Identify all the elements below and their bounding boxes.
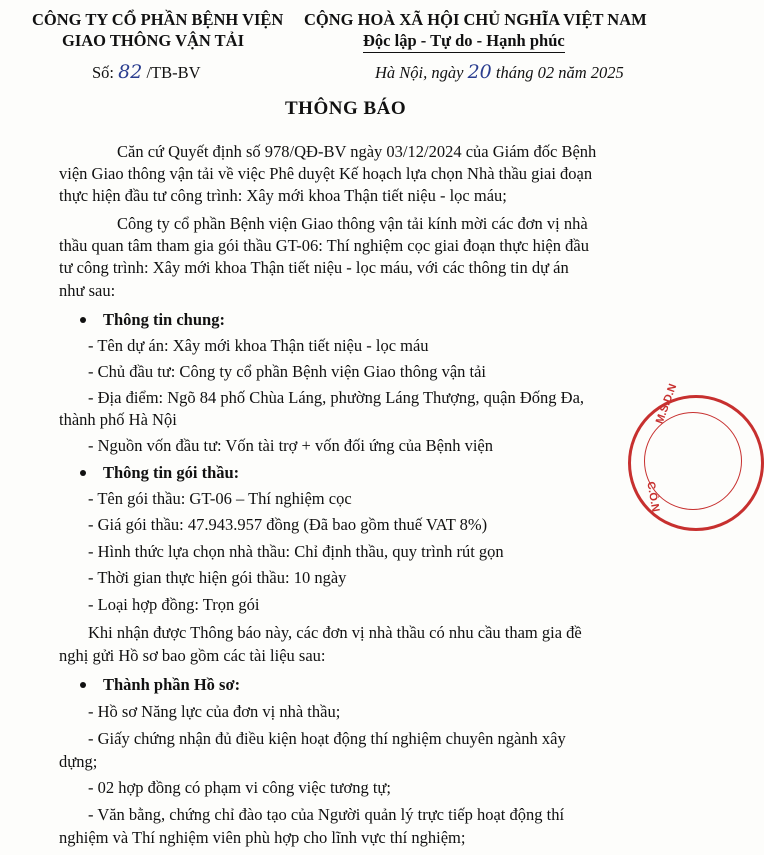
package-item-selection: - Hình thức lựa chọn nhà thầu: Chỉ định thầu, quy trình rút gọn: [88, 542, 504, 561]
dossier-item-contracts: - 02 hợp đồng có phạm vi công việc tương tự;: [88, 778, 391, 797]
general-info-heading: Thông tin chung:: [103, 310, 225, 329]
general-item-location-cont: thành phố Hà Nội: [59, 410, 177, 429]
document-date-prefix: Hà Nội, ngày: [375, 63, 464, 82]
company-name-line1: CÔNG TY CỔ PHẦN BỆNH VIỆN: [32, 10, 284, 29]
package-info-heading: Thông tin gói thầu:: [103, 463, 240, 482]
general-item-project-name: - Tên dự án: Xây mới khoa Thận tiết niệu - lọc máu: [88, 336, 429, 355]
package-item-name: - Tên gói thầu: GT-06 – Thí nghiệm cọc: [88, 489, 352, 508]
national-motto: Độc lập - Tự do - Hạnh phúc: [363, 30, 565, 53]
document-date-day-handwritten: 20: [467, 61, 492, 83]
document-number-prefix: Số:: [92, 63, 115, 82]
general-item-investor: - Chủ đầu tư: Công ty cổ phần Bệnh viện Giao thông vận tải: [88, 362, 487, 381]
para1-line1: Căn cứ Quyết định số 978/QĐ-BV ngày 03/12/2024 của Giám đốc Bệnh: [117, 142, 597, 161]
document-number-suffix: /TB-BV: [146, 63, 201, 82]
dossier-heading: Thành phần Hồ sơ:: [103, 675, 241, 694]
dossier-item-certificate: - Giấy chứng nhận đủ điều kiện hoạt động thí nghiệm chuyên ngành xây: [88, 729, 566, 748]
document-date: [375, 62, 624, 83]
package-item-duration: - Thời gian thực hiện gói thầu: 10 ngày: [88, 568, 347, 587]
para3-line1: Khi nhận được Thông báo này, các đơn vị nhà thầu có nhu cầu tham gia đề: [88, 623, 582, 642]
para2-line4: như sau:: [59, 281, 116, 300]
package-item-contract-type: - Loại hợp đồng: Trọn gói: [88, 595, 260, 614]
dossier-item-qualifications-cont: nghiệm và Thí nghiệm viên phù hợp cho lĩnh vực thí nghiệm;: [59, 828, 466, 847]
company-seal-side-text: C.Ô.N: [644, 480, 662, 513]
para2-line2: thầu quan tâm tham gia gói thầu GT-06: Thí nghiệm cọc giai đoạn thực hiện đầu: [59, 236, 589, 255]
general-item-location: - Địa điểm: Ngõ 84 phố Chùa Láng, phường Láng Thượng, quận Đống Đa,: [88, 388, 585, 407]
document-number-handwritten: 82: [118, 61, 143, 83]
document-date-suffix: tháng 02 năm 2025: [495, 63, 624, 82]
dossier-item-qualifications: - Văn bằng, chứng chỉ đào tạo của Người quản lý trực tiếp hoạt động thí: [88, 805, 565, 824]
bullet-icon: [80, 470, 86, 476]
company-seal-text: M.S.D.N: [653, 382, 680, 426]
page-title: THÔNG BÁO: [285, 98, 407, 119]
package-item-price: - Giá gói thầu: 47.943.957 đồng (Đã bao gồm thuế VAT 8%): [88, 515, 488, 534]
dossier-item-certificate-cont: dựng;: [59, 752, 98, 771]
para2-line1: Công ty cổ phần Bệnh viện Giao thông vận tải kính mời các đơn vị nhà: [117, 214, 588, 233]
para1-line2: viện Giao thông vận tải về việc Phê duyệt Kế hoạch lựa chọn Nhà thầu giai đoạn: [59, 164, 593, 183]
national-title: CỘNG HOÀ XÃ HỘI CHỦ NGHĨA VIỆT NAM: [304, 10, 647, 29]
company-name-line2: GIAO THÔNG VẬN TẢI: [62, 31, 244, 50]
bullet-icon: [80, 682, 86, 688]
para2-line3: tư công trình: Xây mới khoa Thận tiết niệu - lọc máu, với các thông tin dự án: [59, 258, 569, 277]
dossier-item-capability: - Hồ sơ Năng lực của đơn vị nhà thầu;: [88, 702, 341, 721]
para1-line3: thực hiện đầu tư công trình: Xây mới khoa Thận tiết niệu - lọc máu;: [59, 186, 507, 205]
document-number: [92, 62, 201, 83]
general-item-funding: - Nguồn vốn đầu tư: Vốn tài trợ + vốn đối ứng của Bệnh viện: [88, 436, 493, 455]
bullet-icon: [80, 317, 86, 323]
para3-line2: nghị gửi Hồ sơ bao gồm các tài liệu sau:: [59, 646, 326, 665]
